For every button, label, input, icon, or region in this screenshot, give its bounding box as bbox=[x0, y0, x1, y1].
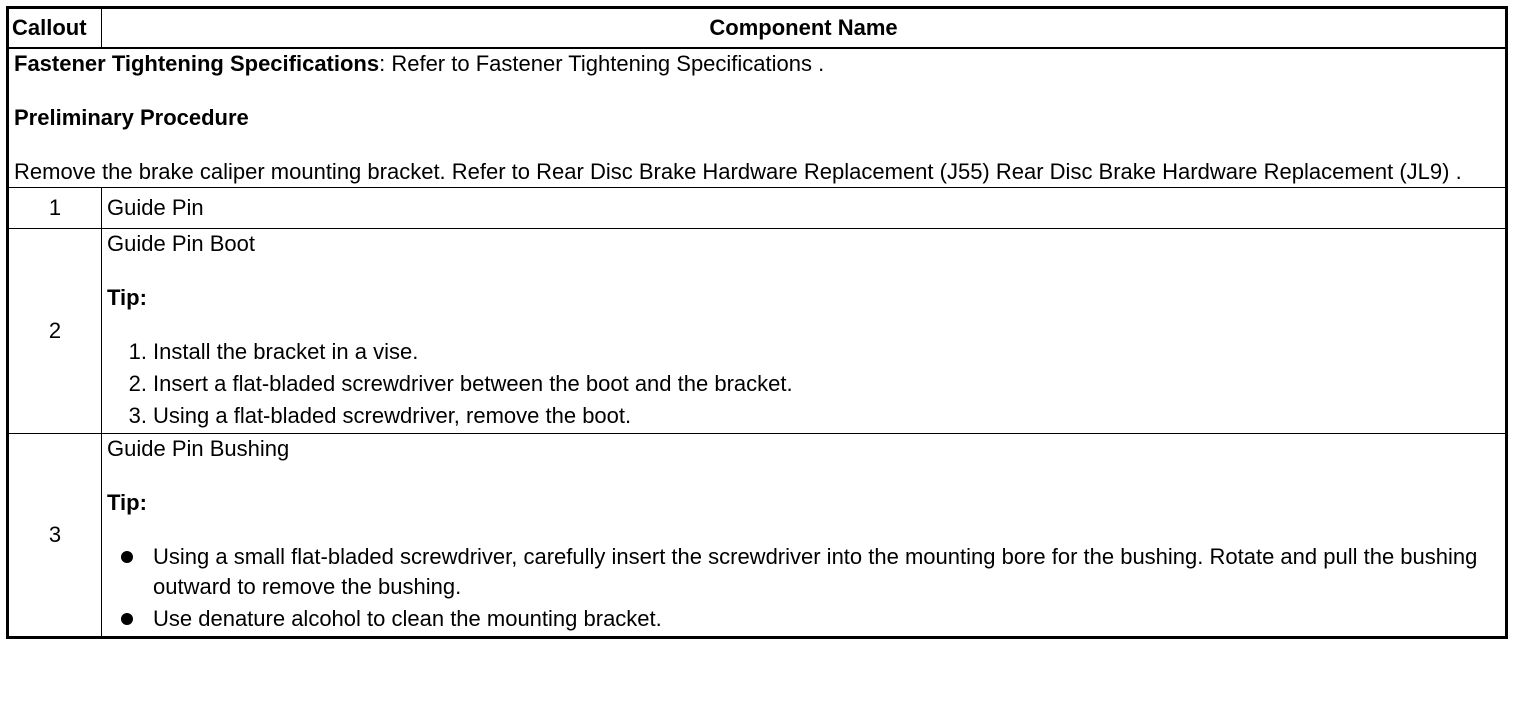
bullet-text: Using a small flat-bladed screwdriver, carefully insert the screwdriver into the mounting bore for the bushing. Rotate and pull the bushing outward to remove the bushing. bbox=[153, 544, 1478, 599]
tip-steps-list bbox=[107, 337, 1500, 431]
callout-column-header: Callout bbox=[8, 8, 102, 49]
list-item bbox=[153, 542, 1500, 602]
step-text: Install the bracket in a vise. bbox=[153, 339, 419, 364]
tip-label: Tip: bbox=[107, 490, 147, 515]
fastener-spec-line bbox=[14, 49, 1500, 79]
bullet-text: Use denature alcohol to clean the mounting bracket. bbox=[153, 606, 662, 631]
table-row bbox=[8, 434, 1507, 638]
component-detail-cell bbox=[102, 434, 1507, 638]
component-name: Guide Pin Boot bbox=[107, 231, 255, 256]
table-row bbox=[8, 188, 1507, 229]
list-item bbox=[128, 401, 1500, 431]
table-row bbox=[8, 229, 1507, 434]
step-number: 2. bbox=[128, 371, 147, 396]
fastener-spec-link[interactable]: : Refer to Fastener Tightening Specifications . bbox=[379, 51, 825, 76]
header-row bbox=[8, 8, 1507, 49]
callout-number: 2 bbox=[8, 229, 102, 434]
tip-label: Tip: bbox=[107, 285, 147, 310]
step-number: 3. bbox=[128, 403, 147, 428]
component-detail-cell bbox=[102, 229, 1507, 434]
intro-cell bbox=[8, 48, 1507, 188]
bullet-dot-icon bbox=[121, 551, 133, 563]
component-name-column-header: Component Name bbox=[102, 8, 1507, 49]
preliminary-procedure-heading: Preliminary Procedure bbox=[14, 105, 249, 130]
intro-row bbox=[8, 48, 1507, 188]
list-item bbox=[128, 369, 1500, 399]
fastener-spec-label: Fastener Tightening Specifications bbox=[14, 51, 380, 76]
step-number: 1. bbox=[128, 339, 147, 364]
callout-number: 1 bbox=[8, 188, 102, 229]
component-name: Guide Pin Bushing bbox=[107, 436, 290, 461]
step-text: Using a flat-bladed screwdriver, remove the boot. bbox=[153, 403, 632, 428]
bullet-dot-icon bbox=[121, 613, 133, 625]
tip-bullets-list bbox=[107, 542, 1500, 634]
component-table bbox=[6, 6, 1508, 639]
step-text: Insert a flat-bladed screwdriver between the boot and the bracket. bbox=[153, 371, 793, 396]
list-item bbox=[128, 337, 1500, 367]
preliminary-procedure-text: Remove the brake caliper mounting bracket. Refer to Rear Disc Brake Hardware Replacement (J55) Rear Disc Brake Hardware Replacement (JL9) . bbox=[14, 159, 1462, 184]
list-item bbox=[153, 604, 1500, 634]
callout-number: 3 bbox=[8, 434, 102, 638]
component-name: Guide Pin bbox=[102, 188, 1507, 229]
